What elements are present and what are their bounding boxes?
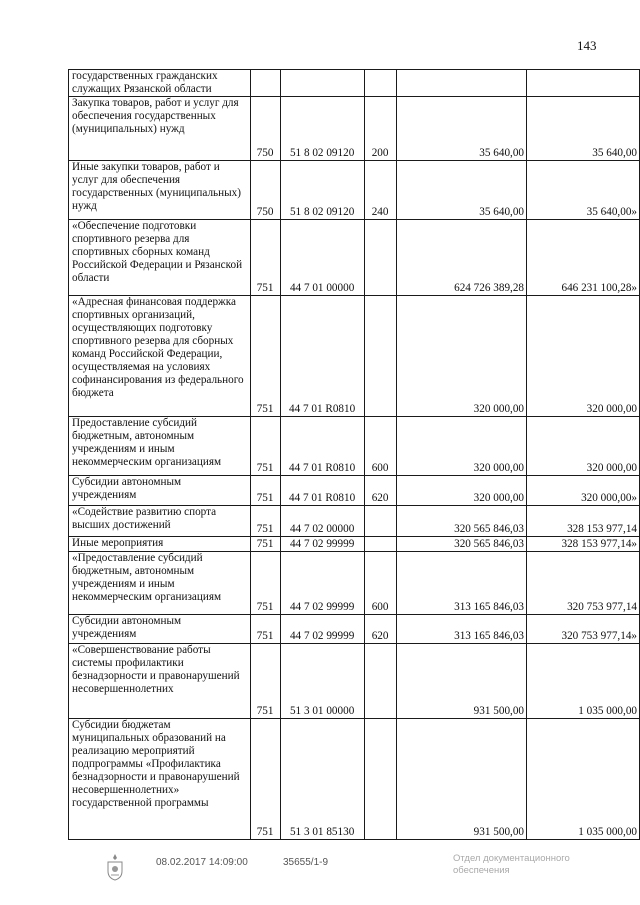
row-expense-type: 200 — [364, 97, 396, 161]
footer-department-stamp — [453, 853, 570, 877]
row-amount-year2: 320 000,00 — [527, 417, 640, 476]
row-expense-type — [364, 506, 396, 537]
row-amount-year1: 320 565 846,03 — [396, 506, 526, 537]
table-row — [69, 161, 640, 220]
row-expense-type: 620 — [364, 476, 396, 506]
row-name: государственных гражданских служащих Рязанской области — [69, 70, 251, 97]
row-amount-year2: 320 753 977,14» — [527, 615, 640, 644]
table-row — [69, 537, 640, 552]
row-expense-type: 600 — [364, 552, 396, 615]
row-target-article: 51 8 02 09120 — [280, 161, 364, 220]
row-ministry-code — [250, 70, 280, 97]
row-ministry-code: 751 — [250, 506, 280, 537]
page-number: 143 — [577, 38, 597, 53]
row-target-article: 44 7 01 00000 — [280, 220, 364, 296]
row-amount-year2: 1 035 000,00 — [527, 644, 640, 719]
table-row — [69, 97, 640, 161]
row-amount-year1: 320 000,00 — [396, 476, 526, 506]
row-amount-year2: 328 153 977,14» — [527, 537, 640, 552]
row-amount-year2: 1 035 000,00 — [527, 719, 640, 840]
row-name: Иные закупки товаров, работ и услуг для обеспечения государственных (муниципальных) нужд — [69, 161, 251, 220]
row-target-article: 51 3 01 00000 — [280, 644, 364, 719]
footer-dept-line: Отдел документационного — [453, 853, 570, 864]
row-name: Субсидии бюджетам муниципальных образований на реализацию мероприятий подпрограммы «Профилактика безнадзорности и правонарушений несовершеннолетних» государственной программы — [69, 719, 251, 840]
row-target-article: 44 7 02 00000 — [280, 506, 364, 537]
table-row — [69, 615, 640, 644]
row-amount-year1: 313 165 846,03 — [396, 552, 526, 615]
row-ministry-code: 750 — [250, 97, 280, 161]
row-name: Иные мероприятия — [69, 537, 251, 552]
row-amount-year2 — [527, 70, 640, 97]
budget-table — [68, 69, 640, 840]
row-expense-type: 620 — [364, 615, 396, 644]
row-name: «Совершенствование работы системы профилактики безнадзорности и правонарушений несовершеннолетних — [69, 644, 251, 719]
row-target-article: 44 7 02 99999 — [280, 552, 364, 615]
row-target-article: 44 7 02 99999 — [280, 537, 364, 552]
row-amount-year1 — [396, 70, 526, 97]
row-target-article — [280, 70, 364, 97]
row-name: Предоставление субсидий бюджетным, автономным учреждениям и иным некоммерческим организациям — [69, 417, 251, 476]
row-ministry-code: 751 — [250, 220, 280, 296]
row-target-article: 51 8 02 09120 — [280, 97, 364, 161]
row-amount-year1: 931 500,00 — [396, 644, 526, 719]
row-ministry-code: 751 — [250, 615, 280, 644]
row-target-article: 44 7 02 99999 — [280, 615, 364, 644]
row-ministry-code: 751 — [250, 296, 280, 417]
row-expense-type — [364, 644, 396, 719]
row-amount-year1: 35 640,00 — [396, 161, 526, 220]
row-name: «Обеспечение подготовки спортивного резерва для спортивных сборных команд Российской Федерации и Рязанской области — [69, 220, 251, 296]
row-amount-year2: 328 153 977,14 — [527, 506, 640, 537]
row-amount-year1: 35 640,00 — [396, 97, 526, 161]
row-amount-year2: 320 000,00 — [527, 296, 640, 417]
table-row — [69, 220, 640, 296]
row-ministry-code: 750 — [250, 161, 280, 220]
row-name: Субсидии автономным учреждениям — [69, 615, 251, 644]
row-expense-type — [364, 537, 396, 552]
row-amount-year2: 320 753 977,14 — [527, 552, 640, 615]
row-ministry-code: 751 — [250, 537, 280, 552]
row-expense-type — [364, 220, 396, 296]
row-ministry-code: 751 — [250, 644, 280, 719]
row-amount-year1: 320 000,00 — [396, 296, 526, 417]
coat-of-arms-icon — [104, 852, 126, 882]
row-amount-year1: 320 565 846,03 — [396, 537, 526, 552]
row-expense-type — [364, 296, 396, 417]
table-row — [69, 719, 640, 840]
row-name: «Содействие развитию спорта высших достижений — [69, 506, 251, 537]
footer-registration-number: 35655/1-9 — [283, 857, 329, 868]
row-target-article: 44 7 01 R0810 — [280, 296, 364, 417]
table-row — [69, 506, 640, 537]
row-target-article: 44 7 01 R0810 — [280, 476, 364, 506]
row-ministry-code: 751 — [250, 417, 280, 476]
row-name: «Предоставление субсидий бюджетным, автономным учреждениям и иным некоммерческим организациям — [69, 552, 251, 615]
row-amount-year1: 931 500,00 — [396, 719, 526, 840]
table-row — [69, 552, 640, 615]
row-amount-year2: 646 231 100,28» — [527, 220, 640, 296]
table-row — [69, 296, 640, 417]
row-expense-type: 600 — [364, 417, 396, 476]
row-target-article: 44 7 01 R0810 — [280, 417, 364, 476]
row-name: Закупка товаров, работ и услуг для обеспечения государственных (муниципальных) нужд — [69, 97, 251, 161]
footer-date: 08.02.2017 14:09:00 — [156, 857, 248, 868]
table-row — [69, 476, 640, 506]
row-amount-year2: 35 640,00 — [527, 97, 640, 161]
row-expense-type — [364, 70, 396, 97]
row-expense-type: 240 — [364, 161, 396, 220]
row-amount-year1: 320 000,00 — [396, 417, 526, 476]
row-ministry-code: 751 — [250, 476, 280, 506]
row-amount-year1: 313 165 846,03 — [396, 615, 526, 644]
row-amount-year1: 624 726 389,28 — [396, 220, 526, 296]
table-row — [69, 417, 640, 476]
row-amount-year2: 320 000,00» — [527, 476, 640, 506]
row-amount-year2: 35 640,00» — [527, 161, 640, 220]
table-row — [69, 644, 640, 719]
table-row — [69, 70, 640, 97]
row-expense-type — [364, 719, 396, 840]
row-name: Субсидии автономным учреждениям — [69, 476, 251, 506]
row-name: «Адресная финансовая поддержка спортивных организаций, осуществляющих подготовку спортивного резерва для сборных команд Российской Федерации, осуществляемая на условиях софинансирования из федерального бюджета — [69, 296, 251, 417]
row-ministry-code: 751 — [250, 719, 280, 840]
footer-dept-line: обеспечения — [453, 865, 510, 876]
row-target-article: 51 3 01 85130 — [280, 719, 364, 840]
row-ministry-code: 751 — [250, 552, 280, 615]
